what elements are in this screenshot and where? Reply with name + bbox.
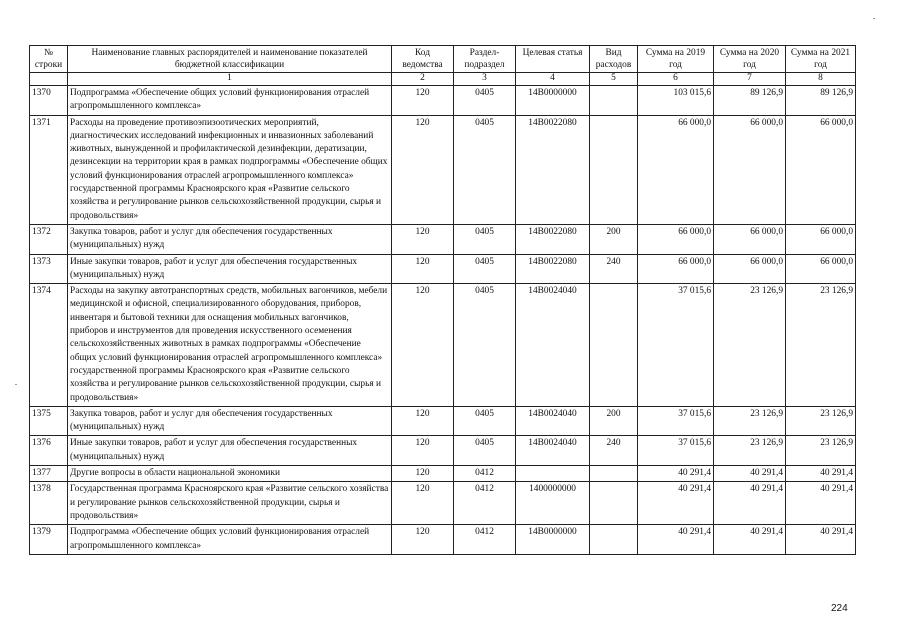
table-row [30, 436, 856, 466]
column-number: 6 [638, 73, 714, 86]
row-target-article: 14В0022080 [516, 254, 590, 284]
row-name: Закупка товаров, работ и услуг для обеспечения государственных (муниципальных) нужд [68, 224, 392, 254]
row-name: Иные закупки товаров, работ и услуг для обеспечения государственных (муниципальных) нужд [68, 436, 392, 466]
table-row [30, 115, 856, 224]
header-expense-type: Вид расходов [590, 46, 638, 73]
row-sum-2019: 40 291,4 [638, 466, 714, 482]
header-name: Наименование главных распорядителей и наименование показателей бюджетной классификации [68, 46, 392, 73]
row-name: Подпрограмма «Обеспечение общих условий функционирования отраслей агропромышленного комплекса» [68, 525, 392, 555]
row-dept-code: 120 [392, 436, 454, 466]
row-sum-2019: 40 291,4 [638, 525, 714, 555]
table-row [30, 525, 856, 555]
row-number: 1376 [30, 436, 68, 466]
row-expense-type [590, 525, 638, 555]
table-row [30, 466, 856, 482]
row-dept-code: 120 [392, 482, 454, 525]
header-row [30, 46, 856, 73]
row-number: 1378 [30, 482, 68, 525]
table-row [30, 482, 856, 525]
row-number: 1377 [30, 466, 68, 482]
row-sum-2020: 23 126,9 [714, 436, 786, 466]
column-number: 1 [68, 73, 392, 86]
row-expense-type: 240 [590, 436, 638, 466]
row-sum-2021: 40 291,4 [786, 466, 856, 482]
row-sum-2020: 66 000,0 [714, 115, 786, 224]
row-sum-2021: 66 000,0 [786, 254, 856, 284]
table-row [30, 284, 856, 407]
header-row-number: № строки [30, 46, 68, 73]
row-target-article: 14В0022080 [516, 224, 590, 254]
row-section: 0405 [454, 284, 516, 407]
row-sum-2020: 40 291,4 [714, 482, 786, 525]
row-number: 1379 [30, 525, 68, 555]
row-sum-2021: 66 000,0 [786, 115, 856, 224]
column-number: 7 [714, 73, 786, 86]
budget-table [29, 45, 856, 555]
row-sum-2020: 89 126,9 [714, 86, 786, 116]
row-sum-2020: 66 000,0 [714, 254, 786, 284]
row-section: 0405 [454, 224, 516, 254]
table-row [30, 254, 856, 284]
row-expense-type [590, 466, 638, 482]
row-sum-2019: 103 015,6 [638, 86, 714, 116]
row-number: 1374 [30, 284, 68, 407]
row-sum-2020: 23 126,9 [714, 406, 786, 436]
row-sum-2020: 23 126,9 [714, 284, 786, 407]
row-target-article: 1400000000 [516, 482, 590, 525]
row-sum-2019: 40 291,4 [638, 482, 714, 525]
header-sum-2019: Сумма на 2019 год [638, 46, 714, 73]
row-name: Иные закупки товаров, работ и услуг для обеспечения государственных (муниципальных) нужд [68, 254, 392, 284]
header-sum-2020: Сумма на 2020 год [714, 46, 786, 73]
row-number: 1375 [30, 406, 68, 436]
row-name: Государственная программа Красноярского края «Развитие сельского хозяйства и регулирование рынков сельскохозяйственной продукции, сырья и продовольствия» [68, 482, 392, 525]
row-sum-2019: 66 000,0 [638, 224, 714, 254]
row-target-article: 14В0000000 [516, 525, 590, 555]
column-number: 3 [454, 73, 516, 86]
column-number [30, 73, 68, 86]
row-dept-code: 120 [392, 466, 454, 482]
row-target-article [516, 466, 590, 482]
column-number: 2 [392, 73, 454, 86]
row-target-article: 14В0024040 [516, 406, 590, 436]
row-sum-2020: 40 291,4 [714, 525, 786, 555]
row-section: 0405 [454, 406, 516, 436]
row-sum-2021: 23 126,9 [786, 284, 856, 407]
row-sum-2021: 23 126,9 [786, 436, 856, 466]
row-expense-type: 240 [590, 254, 638, 284]
header-sum-2021: Сумма на 2021 год [786, 46, 856, 73]
row-number: 1370 [30, 86, 68, 116]
row-sum-2021: 66 000,0 [786, 224, 856, 254]
row-dept-code: 120 [392, 254, 454, 284]
row-sum-2019: 66 000,0 [638, 254, 714, 284]
row-name: Расходы на проведение противоэпизоотических мероприятий, диагностических исследований инфекционных и инвазионных заболеваний животных, вынужденной и профилактической дезинфекции, дератизации, дезинсекции на территории края в рамках подпрограммы «Обеспечение общих условий функционирования отраслей агропромышленного комплекса» государственной программы Красноярского края «Развитие сельского хозяйства и регулирование рынков сельскохозяйственной продукции, сырья и продовольствия» [68, 115, 392, 224]
budget-table-container [29, 45, 856, 555]
row-sum-2020: 40 291,4 [714, 466, 786, 482]
table-row [30, 86, 856, 116]
row-number: 1372 [30, 224, 68, 254]
row-expense-type [590, 482, 638, 525]
row-sum-2019: 66 000,0 [638, 115, 714, 224]
row-expense-type [590, 86, 638, 116]
row-target-article: 14В0022080 [516, 115, 590, 224]
scan-speck [15, 384, 17, 385]
row-name: Расходы на закупку автотранспортных средств, мобильных вагончиков, мебели медицинской и офисной, специализированного оборудования, приборов, инвентаря и бытовой техники для оснащения мобильных вагончиков, приборов и инструментов для проведения искусственного осеменения сельскохозяйственных животных в рамках подпрограммы «Обеспечение общих условий функционирования отраслей агропромышленного комплекса» государственной программы Красноярского края «Развитие сельского хозяйства и регулирование рынков сельскохозяйственной продукции, сырья и продовольствия» [68, 284, 392, 407]
row-sum-2021: 40 291,4 [786, 482, 856, 525]
row-expense-type: 200 [590, 224, 638, 254]
row-target-article: 14В0024040 [516, 284, 590, 407]
row-sum-2019: 37 015,6 [638, 284, 714, 407]
header-target-article: Целевая статья [516, 46, 590, 73]
row-target-article: 14В0024040 [516, 436, 590, 466]
row-dept-code: 120 [392, 224, 454, 254]
row-expense-type [590, 284, 638, 407]
row-name: Другие вопросы в области национальной экономики [68, 466, 392, 482]
row-section: 0405 [454, 254, 516, 284]
row-expense-type: 200 [590, 406, 638, 436]
row-expense-type [590, 115, 638, 224]
row-dept-code: 120 [392, 86, 454, 116]
row-number: 1373 [30, 254, 68, 284]
page-number: 224 [831, 603, 848, 614]
column-numbers-row [30, 73, 856, 86]
column-number: 4 [516, 73, 590, 86]
row-number: 1371 [30, 115, 68, 224]
row-dept-code: 120 [392, 525, 454, 555]
table-row [30, 406, 856, 436]
scan-speck [873, 18, 875, 19]
row-section: 0412 [454, 525, 516, 555]
row-target-article: 14В0000000 [516, 86, 590, 116]
row-dept-code: 120 [392, 115, 454, 224]
row-name: Закупка товаров, работ и услуг для обеспечения государственных (муниципальных) нужд [68, 406, 392, 436]
row-sum-2021: 89 126,9 [786, 86, 856, 116]
row-section: 0405 [454, 86, 516, 116]
row-sum-2019: 37 015,6 [638, 436, 714, 466]
header-section: Раздел-подраздел [454, 46, 516, 73]
row-name: Подпрограмма «Обеспечение общих условий функционирования отраслей агропромышленного комплекса» [68, 86, 392, 116]
table-row [30, 224, 856, 254]
row-sum-2021: 23 126,9 [786, 406, 856, 436]
row-dept-code: 120 [392, 284, 454, 407]
column-number: 5 [590, 73, 638, 86]
row-section: 0412 [454, 482, 516, 525]
row-sum-2021: 40 291,4 [786, 525, 856, 555]
row-sum-2019: 37 015,6 [638, 406, 714, 436]
row-section: 0412 [454, 466, 516, 482]
row-dept-code: 120 [392, 406, 454, 436]
column-number: 8 [786, 73, 856, 86]
row-section: 0405 [454, 115, 516, 224]
row-section: 0405 [454, 436, 516, 466]
row-sum-2020: 66 000,0 [714, 224, 786, 254]
table-body [30, 86, 856, 555]
header-dept-code: Код ведомства [392, 46, 454, 73]
